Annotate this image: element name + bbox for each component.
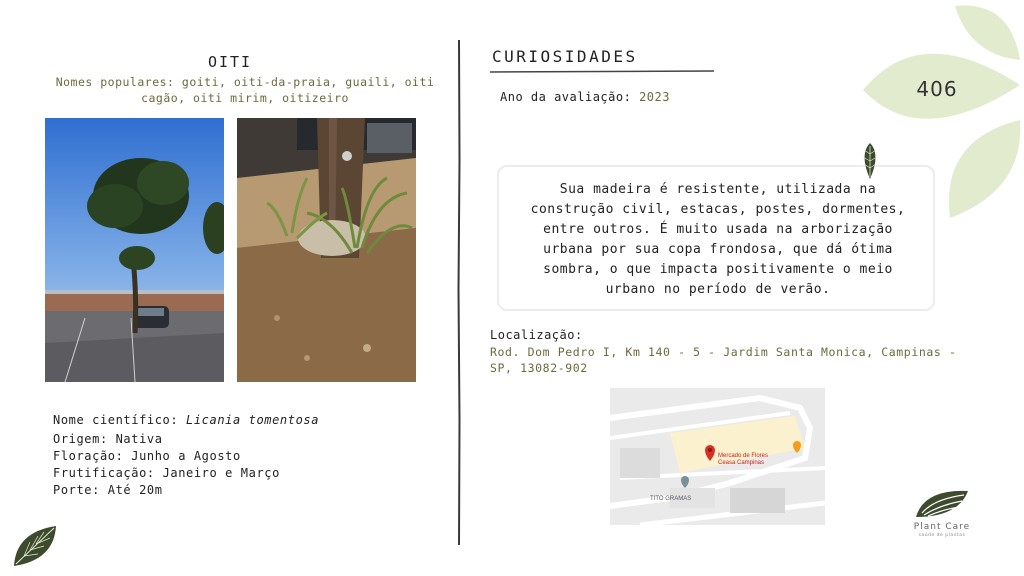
origin-label: Origem:	[53, 432, 108, 446]
flowering-label: Floração:	[53, 449, 124, 463]
fruiting-row	[53, 465, 319, 482]
origin-row	[53, 431, 319, 448]
origin-value: Nativa	[115, 432, 163, 446]
plant-care-logo-icon	[914, 487, 970, 521]
page-number: 406	[916, 77, 958, 101]
column-divider	[456, 40, 462, 545]
popular-names	[40, 74, 450, 106]
plant-name-title: OITI	[207, 53, 253, 71]
evaluation-year-value: 2023	[639, 90, 670, 104]
leaves-decoration-icon	[860, 0, 1024, 225]
fruiting-label: Frutificação:	[53, 466, 155, 480]
size-row	[53, 482, 319, 499]
evaluation-year	[500, 90, 670, 104]
curiosities-title: CURIOSIDADES	[492, 47, 638, 66]
scientific-name-row	[53, 412, 319, 429]
map-place-label-2: Ceasa Campinas	[718, 460, 765, 466]
flowering-value: Junho a Agosto	[131, 449, 241, 463]
brand-tagline: saúde de plantas	[918, 533, 966, 538]
evaluation-year-label: Ano da avaliação:	[500, 90, 632, 104]
flowering-row	[53, 448, 319, 465]
map-place-label: Mercado de Flores	[718, 453, 769, 459]
curiosities-text: Sua madeira é resistente, utilizada na construção civil, estacas, postes, dormentes, entre outros. É muito usada na arborização urbana por sua copa frondosa, que dá ótima sombra, o que impacta positivamente o meio urbano no período de verão.	[530, 182, 906, 297]
scientific-name-value: Licania tomentosa	[186, 413, 320, 427]
size-label: Porte:	[53, 483, 100, 497]
popular-names-label: Nomes populares:	[55, 75, 175, 89]
brand-name: Plant Care	[913, 522, 971, 532]
location-label: Localização:	[490, 328, 583, 342]
leaf-decoration-icon	[10, 522, 62, 570]
size-value: Até 20m	[107, 483, 163, 497]
popular-names-value: goiti, oiti-da-praia, guaili, oiti cagão, oiti mirim, oitizeiro	[141, 75, 435, 105]
plant-info	[53, 412, 319, 499]
location-address: Rod. Dom Pedro I, Km 140 - 5 - Jardim Santa Monica, Campinas - SP, 13082-902	[490, 345, 957, 375]
tree-photo	[45, 118, 224, 382]
title-underline	[490, 69, 714, 74]
fruiting-value: Janeiro e Março	[162, 466, 280, 480]
trunk-photo	[237, 118, 416, 382]
scientific-name-label: Nome científico:	[53, 413, 179, 427]
map-place2-label: TITO GRAMAS	[650, 496, 692, 502]
location-map[interactable]	[610, 388, 825, 525]
